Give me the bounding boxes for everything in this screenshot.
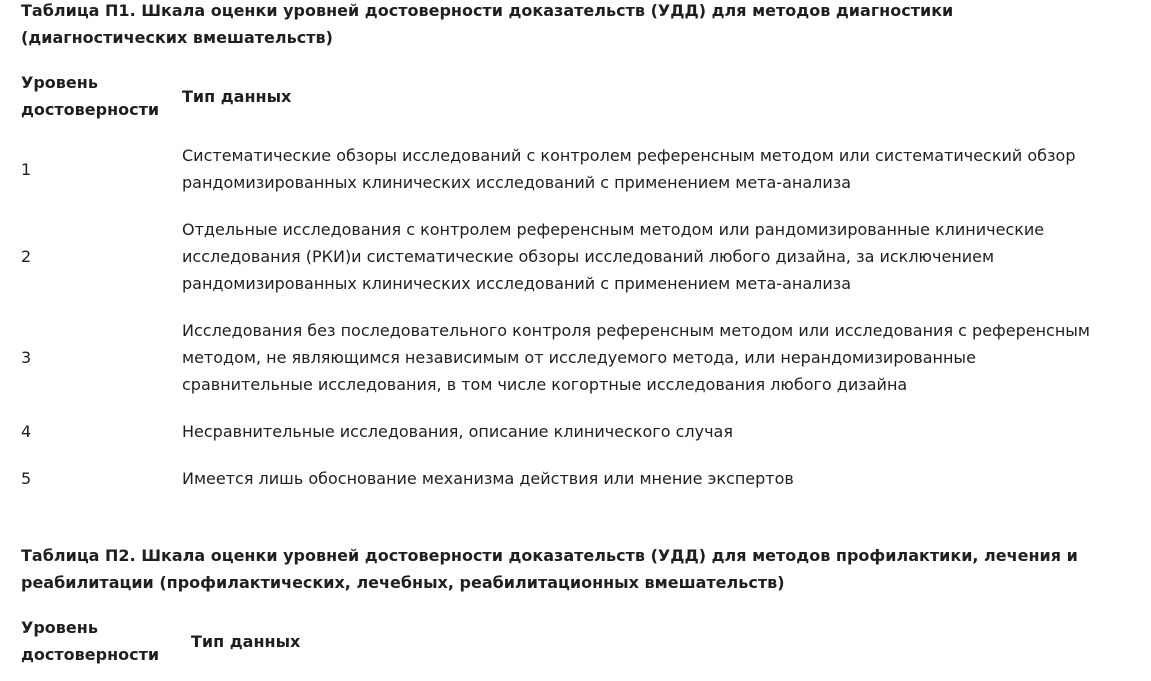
table-2-title: Таблица П2. Шкала оценки уровней достоверности доказательств (УДД) для методов профилактики, лечения и реабилитации (профилактических, лечебных, реабилитационных вмешательств)	[21, 546, 1078, 592]
type-cell: Несравнительные исследования, описание клинического случая	[182, 422, 733, 441]
table-1-header-row	[21, 69, 1102, 123]
header-level-line2: достоверности	[21, 100, 160, 119]
table-1-header-level	[21, 69, 182, 123]
table-1-title: Таблица П1. Шкала оценки уровней достоверности доказательств (УДД) для методов диагностики (диагностических вмешательств)	[21, 1, 954, 47]
type-cell: Исследования без последовательного контроля референсным методом или исследования с референсным методом, не являющимся независимым от исследуемого метода, или нерандомизированные сравнительные исследования, в том числе когортные исследования любого дизайна	[182, 321, 1090, 394]
table-row	[21, 445, 1102, 492]
table-1	[21, 69, 1102, 492]
table-row	[21, 123, 1102, 196]
type-cell: Систематические обзоры исследований с контролем референсным методом или систематический обзор рандомизированных клинических исследований с применением мета-анализа	[182, 146, 1076, 192]
level-cell: 1	[21, 159, 32, 179]
header-level-line2: достоверности	[21, 645, 160, 664]
type-cell: Имеется лишь обоснование механизма действия или мнение экспертов	[182, 469, 794, 488]
table-2	[21, 614, 300, 668]
table-2-header-row	[21, 614, 300, 668]
level-cell: 2	[21, 247, 32, 266]
table-2-header-level	[21, 614, 191, 668]
header-level-line1: Уровень	[21, 618, 98, 637]
table-1-header-type: Тип данных	[182, 86, 292, 106]
level-cell: 4	[21, 422, 32, 441]
table-row	[21, 297, 1102, 398]
table-2-header-type: Тип данных	[191, 631, 301, 651]
type-cell: Отдельные исследования с контролем референсным методом или рандомизированные клинические исследования (РКИ)и систематические обзоры исследований любого дизайна, за исключением рандомизированных клинических исследований с применением мета-анализа	[182, 220, 1045, 293]
level-cell: 3	[21, 348, 32, 367]
header-level-line1: Уровень	[21, 73, 98, 92]
level-cell: 5	[21, 469, 32, 488]
table-row	[21, 398, 1102, 445]
table-row	[21, 196, 1102, 297]
